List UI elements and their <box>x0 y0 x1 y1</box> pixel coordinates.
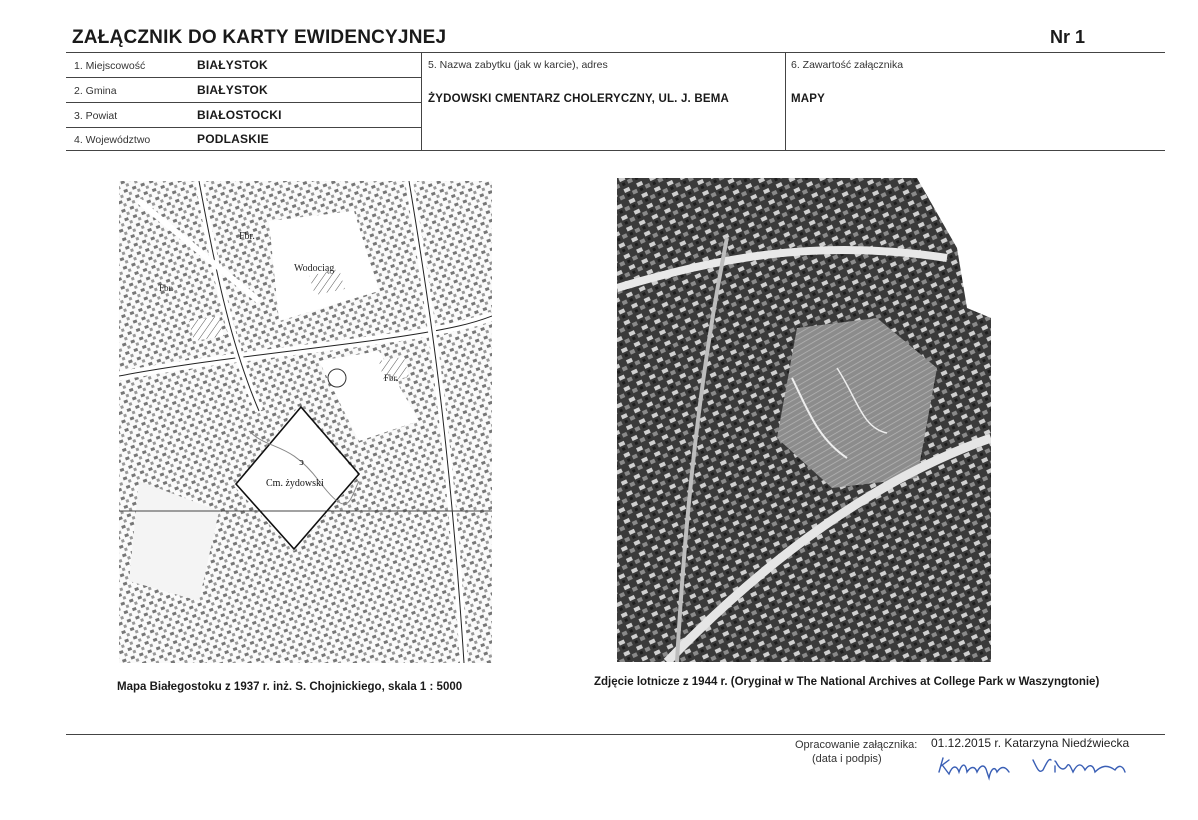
signature-drawing <box>935 752 1135 782</box>
handwritten-signature <box>935 752 1135 787</box>
map-label: Fbr. <box>239 231 255 242</box>
attachment-number: Nr 1 <box>1050 27 1086 47</box>
date-signature-label: (data i podpis) <box>812 753 882 765</box>
field-label-monument: 5. Nazwa zabytku (jak w karcie), adres <box>428 59 608 71</box>
prepared-by-label: Opracowanie załącznika: <box>795 739 918 751</box>
map-label: Wodociąg <box>294 263 335 274</box>
city-map-drawing <box>119 181 492 663</box>
city-map-1937 <box>119 181 492 663</box>
map-label: Cm. żydowski <box>266 478 324 489</box>
row-divider <box>66 77 421 78</box>
field-label-miejscowosc: 1. Miejscowość <box>74 60 146 72</box>
prepared-by-value: 01.12.2015 r. Katarzyna Niedźwiecka <box>931 736 1130 750</box>
field-label-gmina: 2. Gmina <box>74 85 117 97</box>
map-label: ↄ <box>299 456 304 468</box>
photo-caption: Zdjęcie lotnicze z 1944 r. (Oryginał w The National Archives at College Park w Waszyngtonie) <box>594 676 1100 688</box>
field-value-miejscowosc: BIAŁYSTOK <box>197 58 268 72</box>
field-value-wojewodztwo: PODLASKIE <box>197 132 269 146</box>
table-bottom-border <box>66 150 1165 151</box>
map-label: Fbr. <box>159 283 174 293</box>
page-title: ZAŁĄCZNIK DO KARTY EWIDENCYJNEJ <box>72 27 447 48</box>
field-value-monument: ŻYDOWSKI CMENTARZ CHOLERYCZNY, UL. J. BEMA <box>428 93 730 105</box>
aerial-photo-drawing <box>617 178 991 662</box>
field-value-gmina: BIAŁYSTOK <box>197 83 268 97</box>
field-label-contents: 6. Zawartość załącznika <box>791 59 904 71</box>
table-top-border <box>66 52 1165 53</box>
aerial-photo-1944 <box>617 178 991 662</box>
field-label-powiat: 3. Powiat <box>74 110 118 122</box>
column-divider <box>785 52 786 150</box>
map-label: Fbr. <box>384 373 399 383</box>
field-value-powiat: BIAŁOSTOCKI <box>197 108 282 122</box>
map-caption: Mapa Białegostoku z 1937 r. inż. S. Chojnickiego, skala 1 : 5000 <box>117 681 463 693</box>
field-label-wojewodztwo: 4. Województwo <box>74 134 151 146</box>
footer-divider <box>66 734 1165 735</box>
column-divider <box>421 52 422 150</box>
row-divider <box>66 102 421 103</box>
field-value-contents: MAPY <box>791 93 826 105</box>
row-divider <box>66 127 421 128</box>
